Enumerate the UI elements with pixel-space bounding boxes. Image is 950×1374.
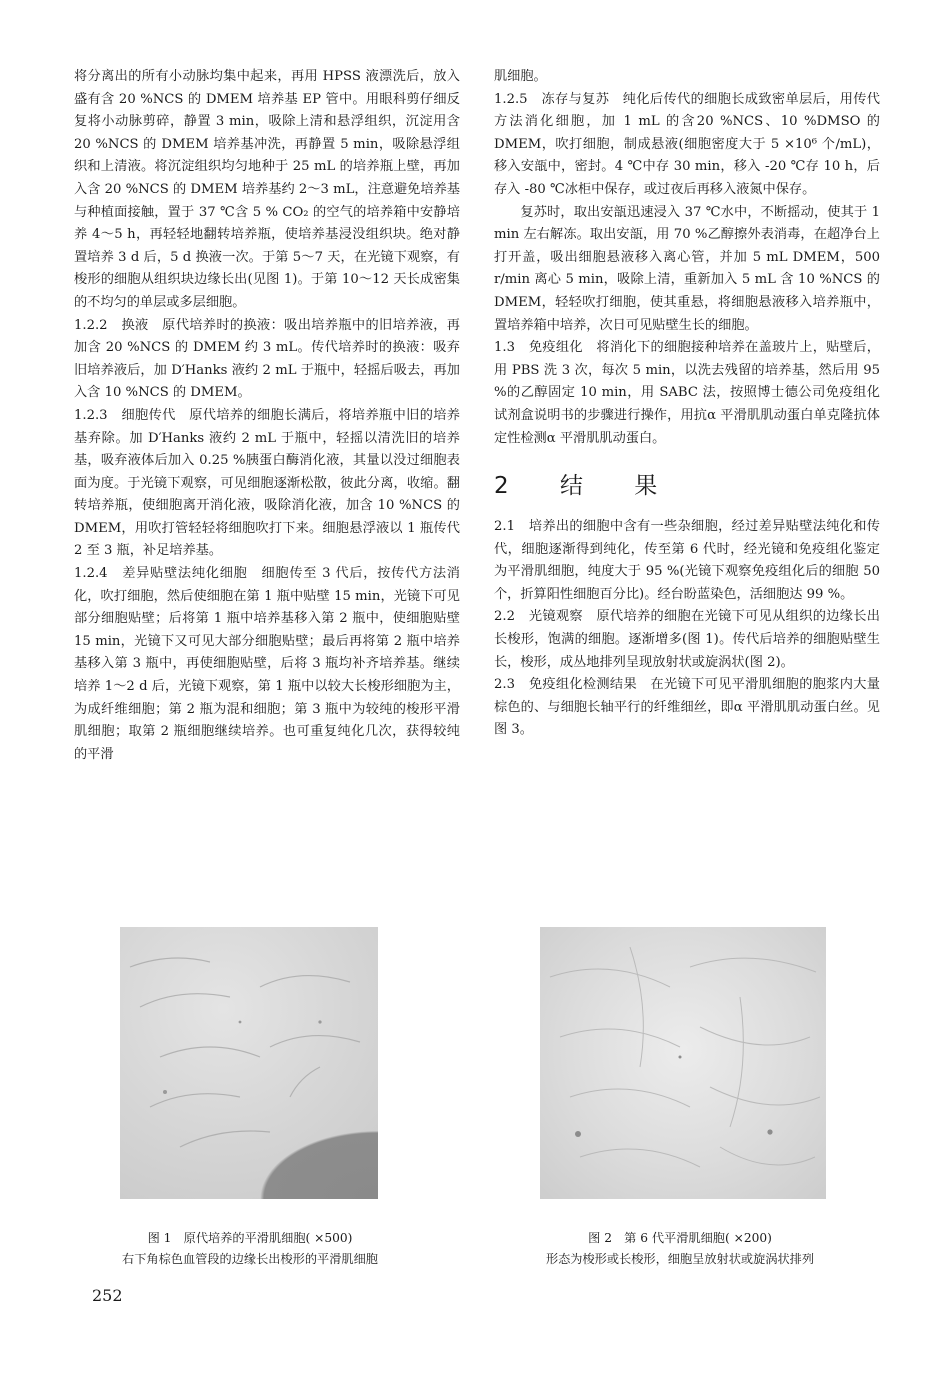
cell-texture-2 (540, 927, 826, 1199)
page-number: 252 (92, 1286, 123, 1305)
right-column (494, 66, 880, 742)
paragraph-2-3-ihc-results: 2.3 免疫组化检测结果 在光镜下可见平滑肌细胞的胞浆内大量棕色的、与细胞长轴平行的纤维细丝，即α 平滑肌肌动蛋白丝。见图 3。 (494, 677, 880, 738)
paragraph-1-2-4-purification: 1.2.4 差异贴壁法纯化细胞 细胞传至 3 代后，按传代方法消化，吹打细胞，然后使细胞在第 1 瓶中贴壁 15 min，光镜下可见部分细胞贴壁；后将第 1 瓶中培养基移入第 2 瓶中，使细胞贴壁 15 min，光镜下又可见大部分细胞贴壁；最后再将第 2 瓶中培养基移入第 3 瓶中，再使细胞贴壁，后将 3 瓶均补齐培养基。继续培养 1～2 d 后，光镜下观察，第 1 瓶中以较大长梭形细胞为主，为成纤维细胞；第 2 瓶为混和细胞；第 3 瓶中为较纯的梭形平滑肌细胞；取第 2 瓶细胞继续培养。也可重复纯化几次，获得较纯的平滑 (74, 566, 460, 762)
paragraph-tissue-explant: 将分离出的所有小动脉均集中起来，再用 HPSS 液漂洗后，放入盛有含 20 %NCS 的 DMEM 培养基 EP 管中。用眼科剪仔细反复将小动脉剪碎，静置 3 min，吸除上清和悬浮组织，沉淀用含 20 %NCS 的 DMEM 培养基冲洗，再静置 5 min，吸除悬浮组织和上清液。将沉淀组织均匀地种于 25 mL 的培养瓶上壁，再加入含 20 %NCS 的 DMEM 培养基约 2～3 mL，注意避免培养基与种植面接触，置于 37 ℃含 5 % CO₂ 的空气的培养箱中安静培养 4～5 h，再轻轻地翻转培养瓶，使培养基浸没组织块。绝对静置培养 3 d 后，5 d 换液一次。于第 5～7 天，在光镜下观察，有梭形的细胞从组织块边缘长出(见图 1)。于第 10～12 天长成密集的不均匀的单层或多层细胞。 (74, 69, 460, 310)
left-column (74, 66, 460, 766)
figure-1-micrograph (120, 927, 378, 1199)
paragraph-2-2-light-microscopy: 2.2 光镜观察 原代培养的细胞在光镜下可见从组织的边缘长出长梭形，饱满的细胞。逐渐增多(图 1)。传代后培养的细胞贴壁生长，梭形，成丛地排列呈现放射状或旋涡状(图 2)。 (494, 609, 880, 670)
figure-1-caption-title: 图 1 原代培养的平滑肌细胞( ×500) (147, 1231, 353, 1245)
paragraph-1-3-immunohistochemistry: 1.3 免疫组化 将消化下的细胞接种培养在盖玻片上，贴壁后，用 PBS 洗 3 次，每次 5 min，以洗去残留的培养基，然后用 95 %的乙醇固定 10 min，用 SABC 法，按照博士德公司免疫组化试剂盒说明书的步骤进行操作，用抗α 平滑肌肌动蛋白单克隆抗体定性检测α 平滑肌肌动蛋白。 (494, 340, 880, 446)
figure-1-caption (60, 1228, 440, 1270)
paragraph-1-2-2-medium-change: 1.2.2 换液 原代培养时的换液：吸出培养瓶中的旧培养液，再加含 20 %NCS 的 DMEM 约 3 mL。传代培养时的换液：吸弃旧培养液后，加 D′Hanks 液约 2 mL 于瓶中，轻摇后吸去，再加入含 10 %NCS 的 DMEM。 (74, 317, 460, 401)
section-heading-results: 2 结 果 (494, 473, 680, 500)
figure-2-caption-note: 形态为梭形或长梭形，细胞呈放射状或旋涡状排列 (545, 1252, 815, 1266)
figure-2-caption-title: 图 2 第 6 代平滑肌细胞( ×200) (588, 1231, 772, 1245)
figure-2-micrograph (540, 927, 826, 1199)
paragraph-continuation: 肌细胞。 (494, 69, 547, 84)
figure-2-caption (480, 1228, 880, 1270)
cell-texture-1 (120, 927, 378, 1199)
paragraph-1-2-5-cryopreservation: 1.2.5 冻存与复苏 纯化后传代的细胞长成致密单层后，用传代方法消化细胞，加 1 mL 的含20 %NCS、10 %DMSO 的 DMEM，吹打细胞，制成悬液(细胞密度大于 5 ×10⁶ 个/mL)，移入安瓿中，密封。4 ℃中存 30 min，移入 -20 ℃存 10 h，后存入 -80 ℃冰柜中保存，或过夜后再移入液氮中保存。 (494, 91, 880, 197)
figure-1-caption-note: 右下角棕色血管段的边缘长出梭形的平滑肌细胞 (122, 1252, 378, 1266)
paragraph-recovery: 复苏时，取出安瓿迅速浸入 37 ℃水中，不断摇动，使其于 1 min 左右解冻。取出安瓿，用 70 %乙醇擦外表消毒，在超净台上打开盖，吸出细胞悬液移入离心管，并加 5 mL DMEM，500 r/min 离心 5 min，吸除上清，重新加入 5 mL 含 10 %NCS 的 DMEM，轻轻吹打细胞，使其重悬，将细胞悬液移入培养瓶中，置培养箱中培养，次日可见贴壁生长的细胞。 (494, 204, 880, 333)
paragraph-2-1: 2.1 培养出的细胞中含有一些杂细胞，经过差异贴壁法纯化和传代，细胞逐渐得到纯化，传至第 6 代时，经光镜和免疫组化鉴定为平滑肌细胞，纯度大于 95 %(光镜下观察免疫组化后的细胞 50 个，折算阳性细胞百分比)。经台盼蓝染色，活细胞达 99 %。 (494, 519, 880, 602)
paragraph-1-2-3-passage: 1.2.3 细胞传代 原代培养的细胞长满后，将培养瓶中旧的培养基弃除。加 D′Hanks 液约 2 mL 于瓶中，轻摇以清洗旧的培养基，吸弃液体后加入 0.25 %胰蛋白酶消化液，其量以没过细胞表面为度。于光镜下观察，可见细胞逐渐松散，彼此分离，收缩。翻转培养瓶，使细胞离开消化液，吸除消化液，加含 10 %NCS 的 DMEM，用吹打管轻轻将细胞吹打下来。细胞悬浮液以 1 瓶传代 2 至 3 瓶，补足培养基。 (74, 407, 460, 559)
